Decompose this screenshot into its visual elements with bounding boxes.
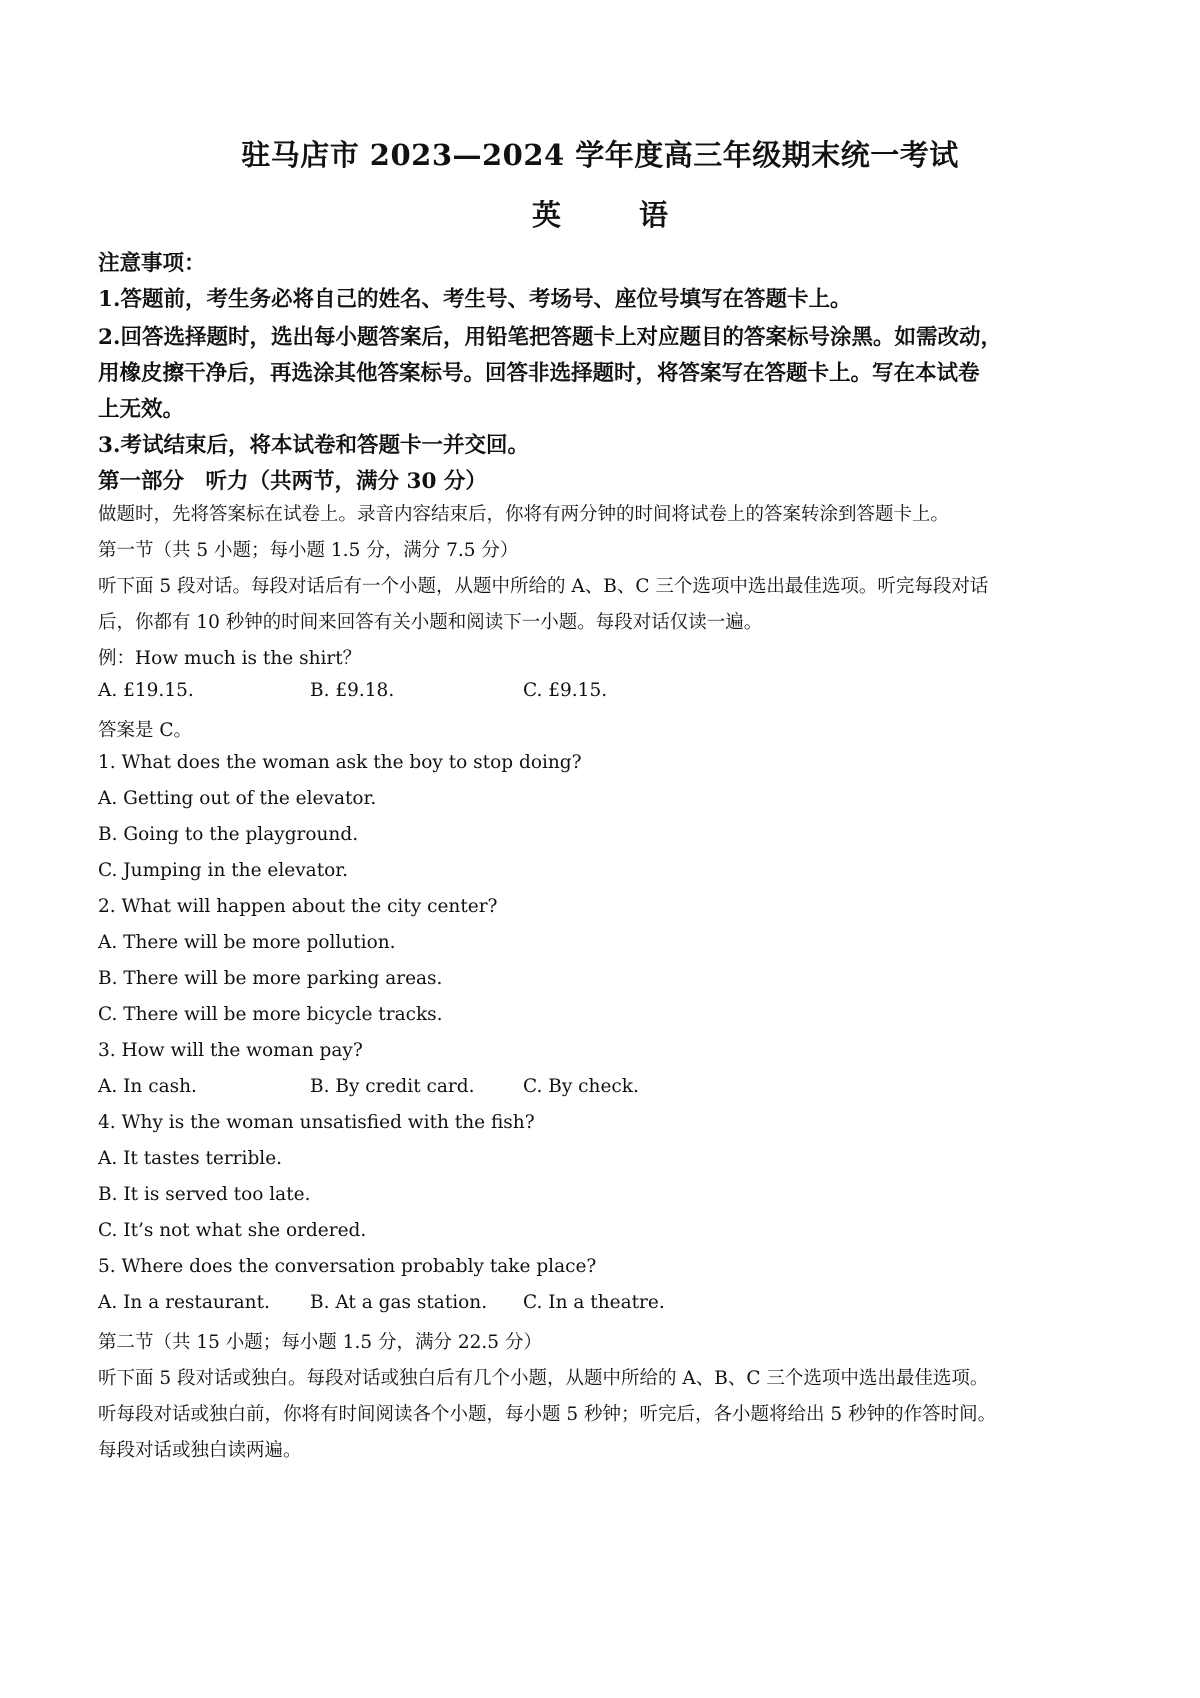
notice-item-3: 3.考试结束后，将本试卷和答题卡一并交回。	[98, 433, 529, 458]
question-5-option-a: A. In a restaurant.	[98, 1292, 270, 1313]
question-5-option-b: B. At a gas station.	[310, 1292, 488, 1313]
question-4-option-a: A. It tastes terrible.	[98, 1148, 283, 1169]
question-5-stem: 5. Where does the conversation probably take place?	[98, 1256, 597, 1277]
question-4-option-b: B. It is served too late.	[98, 1184, 311, 1205]
question-5-option-c: C. In a theatre.	[523, 1292, 665, 1313]
section1-instruction-line-2: 后，你都有 10 秒钟的时间来回答有关小题和阅读下一小题。每段对话仅读一遍。	[98, 612, 763, 633]
question-3-stem: 3. How will the woman pay?	[98, 1040, 363, 1061]
question-3-option-a: A. In cash.	[98, 1076, 197, 1097]
notice-item-2-line-1: 2.回答选择题时，选出每小题答案后，用铅笔把答题卡上对应题目的答案标号涂黑。如需改动，	[98, 325, 1002, 350]
section2-instruction-line-3: 每段对话或独白读两遍。	[98, 1440, 302, 1461]
notice-heading: 注意事项：	[98, 251, 206, 276]
example-question: 例：How much is the shirt？	[98, 648, 362, 669]
exam-title: 驻马店市 2023—2024 学年度高三年级期末统一考试	[241, 138, 959, 172]
section2-heading: 第二节（共 15 小题；每小题 1.5 分，满分 22.5 分）	[98, 1332, 542, 1353]
question-1-option-b: B. Going to the playground.	[98, 824, 359, 845]
example-option-c: C. £9.15.	[523, 680, 608, 701]
example-option-b: B. £9.18.	[310, 680, 395, 701]
example-answer: 答案是 C。	[98, 720, 193, 741]
question-2-stem: 2. What will happen about the city center?	[98, 896, 498, 917]
question-4-stem: 4. Why is the woman unsatisfied with the fish?	[98, 1112, 535, 1133]
notice-item-2-line-3: 上无效。	[98, 397, 185, 422]
question-3-option-b: B. By credit card.	[310, 1076, 475, 1097]
question-3-option-c: C. By check.	[523, 1076, 639, 1097]
question-1-stem: 1. What does the woman ask the boy to stop doing?	[98, 752, 582, 773]
question-2-option-c: C. There will be more bicycle tracks.	[98, 1004, 443, 1025]
question-1-option-a: A. Getting out of the elevator.	[98, 788, 377, 809]
example-option-a: A. £19.15.	[98, 680, 194, 701]
exam-subject: 英 语	[531, 198, 703, 232]
section2-instruction-line-2: 听每段对话或独白前，你将有时间阅读各个小题，每小题 5 秒钟；听完后，各小题将给出 5 秒钟的作答时间。	[98, 1404, 997, 1425]
section2-instruction-line-1: 听下面 5 段对话或独白。每段对话或独白后有几个小题，从题中所给的 A、B、C 三个选项中选出最佳选项。	[98, 1368, 989, 1389]
part1-intro: 做题时，先将答案标在试卷上。录音内容结束后，你将有两分钟的时间将试卷上的答案转涂到答题卡上。	[98, 504, 950, 525]
question-4-option-c: C. It’s not what she ordered.	[98, 1220, 367, 1241]
part1-heading: 第一部分 听力（共两节，满分 30 分）	[98, 469, 487, 494]
section1-heading: 第一节（共 5 小题；每小题 1.5 分，满分 7.5 分）	[98, 540, 519, 561]
notice-item-2-line-2: 用橡皮擦干净后，再选涂其他答案标号。回答非选择题时，将答案写在答题卡上。写在本试卷	[98, 361, 980, 386]
question-2-option-a: A. There will be more pollution.	[98, 932, 396, 953]
notice-item-1: 1.答题前，考生务必将自己的姓名、考生号、考场号、座位号填写在答题卡上。	[98, 287, 852, 312]
question-1-option-c: C. Jumping in the elevator.	[98, 860, 348, 881]
question-2-option-b: B. There will be more parking areas.	[98, 968, 443, 989]
section1-instruction-line-1: 听下面 5 段对话。每段对话后有一个小题，从题中所给的 A、B、C 三个选项中选出最佳选项。听完每段对话	[98, 576, 989, 597]
